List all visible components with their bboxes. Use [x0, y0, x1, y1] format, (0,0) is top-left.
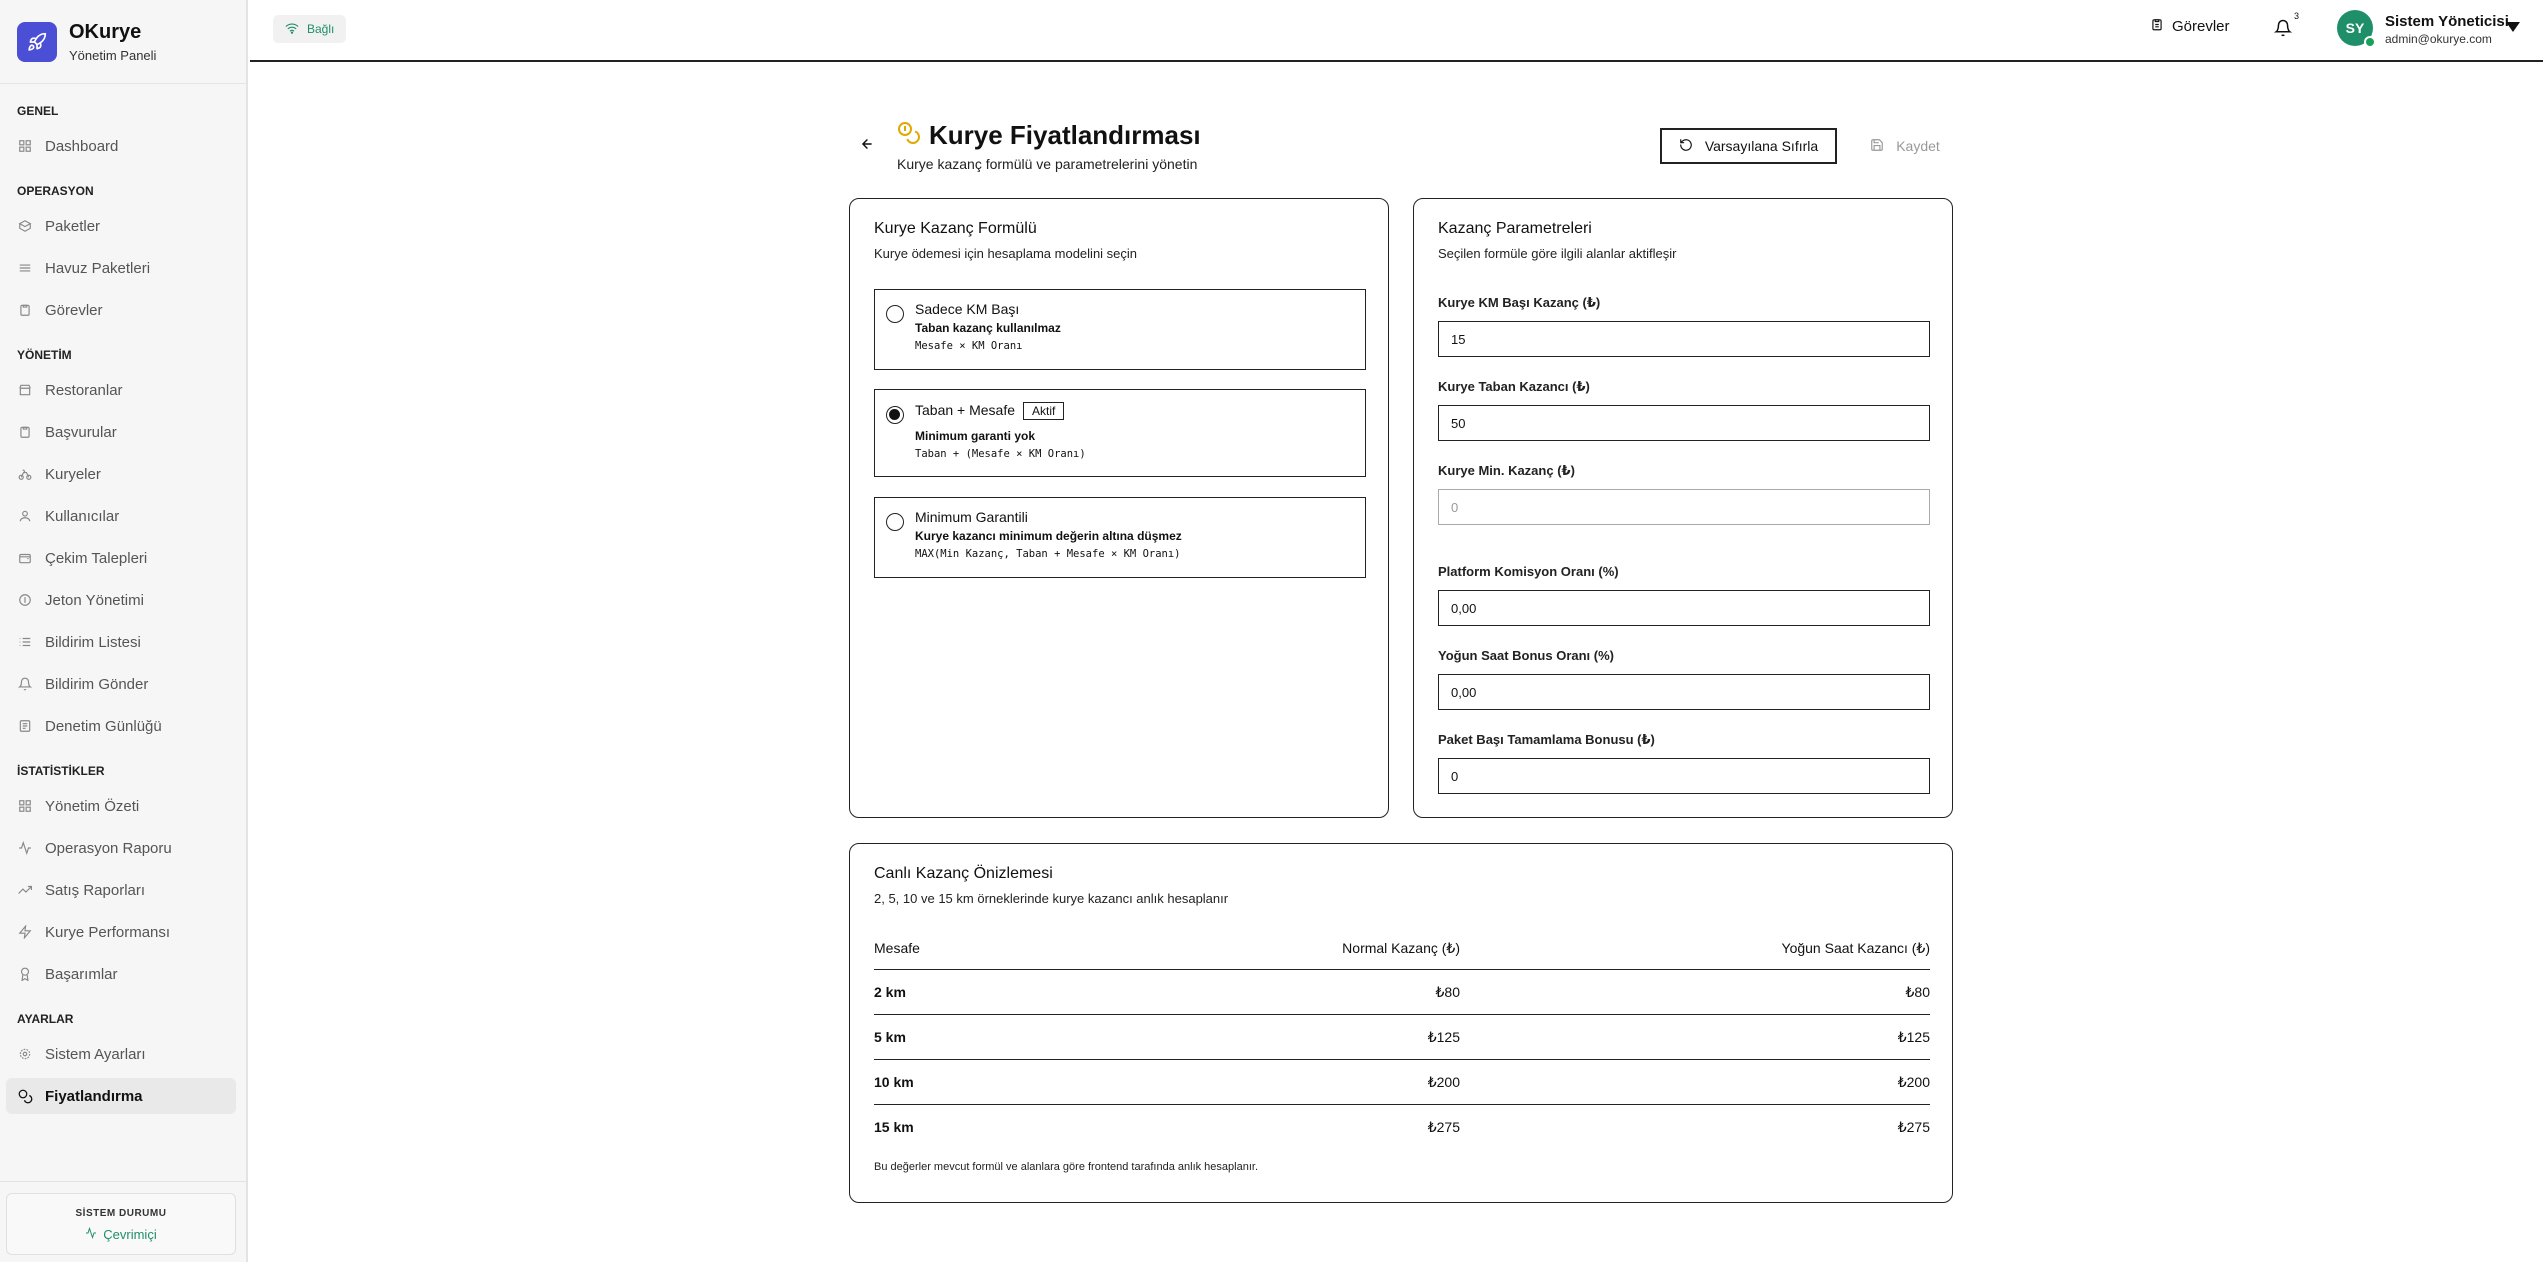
connection-badge — [273, 15, 346, 43]
grid-icon — [17, 798, 33, 814]
brand-subtitle: Yönetim Paneli — [69, 48, 157, 63]
system-status-title: SİSTEM DURUMU — [75, 1208, 167, 1219]
notification-count: 3 — [2294, 11, 2300, 21]
table-row — [874, 1060, 1930, 1105]
sidebar-item-label: Dashboard — [45, 137, 119, 155]
save-label: Kaydet — [1896, 138, 1940, 154]
clipboard-icon — [17, 302, 33, 318]
cell-distance: 5 km — [874, 1029, 906, 1045]
bike-icon — [17, 466, 33, 482]
cell-peak: ₺200 — [1897, 1074, 1930, 1090]
package-icon — [17, 218, 33, 234]
activity-icon — [85, 1227, 97, 1242]
tasks-label: Görevler — [2172, 18, 2230, 35]
commission-rate-input[interactable] — [1438, 590, 1930, 626]
formula-card — [849, 198, 1389, 818]
table-row — [874, 1105, 1930, 1150]
sidebar-item-label: Başarımlar — [45, 965, 118, 983]
save-button[interactable] — [1853, 128, 1957, 164]
radio-min-guarantee[interactable] — [886, 513, 904, 531]
completion-bonus-label: Paket Başı Tamamlama Bonusu (₺) — [1438, 732, 1655, 747]
user-email: admin@okurye.com — [2385, 32, 2492, 46]
zap-icon — [17, 924, 33, 940]
formula-option-min-guarantee[interactable] — [874, 497, 1366, 578]
sidebar-item-kurye-performansi[interactable] — [6, 914, 236, 950]
sidebar-item-denetim-gunlugu[interactable] — [6, 708, 236, 744]
sidebar-item-sistem-ayarlari[interactable] — [6, 1036, 236, 1072]
sidebar-item-label: Denetim Günlüğü — [45, 717, 162, 735]
cell-distance: 15 km — [874, 1119, 914, 1135]
sidebar-item-havuz-paketleri[interactable] — [6, 250, 236, 286]
km-rate-input[interactable] — [1438, 321, 1930, 357]
system-status-value: Çevrimiçi — [103, 1227, 157, 1242]
sidebar-item-satis-raporlari[interactable] — [6, 872, 236, 908]
option-formula: MAX(Min Kazanç, Taban + Mesafe × KM Oranı) — [915, 548, 1181, 560]
sidebar-item-basarimlar[interactable] — [6, 956, 236, 992]
sidebar-item-label: Restoranlar — [45, 381, 123, 399]
completion-bonus-input[interactable] — [1438, 758, 1930, 794]
option-title: Taban + Mesafe — [915, 402, 1016, 418]
sidebar-item-restoranlar[interactable] — [6, 372, 236, 408]
clipboard-icon — [17, 424, 33, 440]
min-earning-input[interactable] — [1438, 489, 1930, 525]
list-icon — [17, 634, 33, 650]
column-header-normal: Normal Kazanç (₺) — [1342, 940, 1460, 956]
option-formula: Mesafe × KM Oranı — [915, 340, 1023, 352]
option-formula: Taban + (Mesafe × KM Oranı) — [915, 448, 1086, 460]
column-header-distance: Mesafe — [874, 940, 920, 956]
table-header — [874, 940, 1930, 970]
save-icon — [1870, 138, 1884, 155]
sidebar — [0, 0, 248, 1262]
rotate-ccw-icon — [1679, 138, 1693, 155]
sidebar-item-label: Operasyon Raporu — [45, 839, 172, 857]
preview-note: Bu değerler mevcut formül ve alanlara göre frontend tarafında anlık hesaplanır. — [874, 1161, 1259, 1173]
formula-card-subtitle: Kurye ödemesi için hesaplama modelini seçin — [874, 246, 1138, 261]
wifi-icon — [285, 22, 299, 37]
page-title: Kurye Fiyatlandırması — [929, 120, 1201, 150]
topbar — [250, 0, 2543, 62]
cell-peak: ₺275 — [1897, 1119, 1930, 1135]
sidebar-item-label: Bildirim Listesi — [45, 633, 141, 651]
sidebar-divider — [0, 1181, 248, 1182]
coin-icon — [17, 592, 33, 608]
sidebar-item-label: Jeton Yönetimi — [45, 591, 144, 609]
commission-rate-label: Platform Komisyon Oranı (%) — [1438, 564, 1619, 579]
rocket-icon — [17, 22, 57, 62]
preview-card — [849, 843, 1953, 1203]
cell-normal: ₺200 — [1427, 1074, 1460, 1090]
user-name[interactable]: Sistem Yöneticisi — [2385, 13, 2509, 30]
sidebar-item-paketler[interactable] — [6, 208, 236, 244]
parameters-card-subtitle: Seçilen formüle göre ilgili alanlar aktifleşir — [1438, 246, 1677, 261]
sidebar-item-label: Görevler — [45, 301, 103, 319]
formula-option-km[interactable] — [874, 289, 1366, 370]
sidebar-item-label: Paketler — [45, 217, 101, 235]
sidebar-item-basvurular[interactable] — [6, 414, 236, 450]
cell-normal: ₺125 — [1427, 1029, 1460, 1045]
radio-km[interactable] — [886, 305, 904, 323]
preview-card-subtitle: 2, 5, 10 ve 15 km örneklerinde kurye kazancı anlık hesaplanır — [874, 891, 1229, 906]
parameters-card — [1413, 198, 1953, 818]
nav-group-yonetim: YÖNETİM — [17, 348, 72, 362]
sidebar-item-label: Sistem Ayarları — [45, 1045, 146, 1063]
sidebar-item-jeton-yonetimi[interactable] — [6, 582, 236, 618]
sidebar-item-label: Bildirim Gönder — [45, 675, 149, 693]
formula-option-base-distance[interactable] — [874, 389, 1366, 477]
base-earning-label: Kurye Taban Kazancı (₺) — [1438, 379, 1590, 394]
sidebar-item-kullanicilar[interactable] — [6, 498, 236, 534]
formula-card-title: Kurye Kazanç Formülü — [874, 220, 1037, 237]
radio-base-distance[interactable] — [886, 406, 904, 424]
option-title: Sadece KM Başı — [915, 301, 1020, 317]
gear-icon — [17, 1046, 33, 1062]
sidebar-item-yonetim-ozeti[interactable] — [6, 788, 236, 824]
user-icon — [17, 508, 33, 524]
system-status — [6, 1193, 236, 1255]
coins-icon — [17, 1088, 33, 1104]
sidebar-item-label: Çekim Talepleri — [45, 549, 148, 567]
brand[interactable] — [0, 0, 246, 84]
trending-icon — [17, 882, 33, 898]
km-rate-label: Kurye KM Başı Kazanç (₺) — [1438, 295, 1601, 310]
bell-icon — [17, 676, 33, 692]
cell-distance: 2 km — [874, 984, 906, 1000]
cell-distance: 10 km — [874, 1074, 914, 1090]
nav-group-ayarlar: AYARLAR — [17, 1012, 74, 1026]
sidebar-item-label: Satış Raporları — [45, 881, 146, 899]
sidebar-item-bildirim-listesi[interactable] — [6, 624, 236, 660]
cell-normal: ₺80 — [1435, 984, 1460, 1000]
sidebar-item-cekim-talepleri[interactable] — [6, 540, 236, 576]
table-row — [874, 1015, 1930, 1060]
layers-icon — [17, 260, 33, 276]
award-icon — [17, 966, 33, 982]
peak-bonus-label: Yoğun Saat Bonus Oranı (%) — [1438, 648, 1614, 663]
clipboard-icon — [2150, 17, 2164, 36]
option-desc: Taban kazanç kullanılmaz — [915, 321, 1061, 335]
caret-down-icon[interactable] — [2506, 22, 2520, 32]
grid-icon — [17, 138, 33, 154]
connection-label: Bağlı — [307, 22, 335, 36]
sidebar-item-operasyon-raporu[interactable] — [6, 830, 236, 866]
sidebar-item-dashboard[interactable] — [6, 128, 236, 164]
active-badge: Aktif — [1023, 402, 1064, 420]
online-indicator — [2364, 36, 2376, 48]
activity-icon — [17, 840, 33, 856]
avatar[interactable]: SY — [2337, 10, 2373, 46]
sidebar-item-label: Fiyatlandırma — [45, 1087, 143, 1105]
coins-icon — [897, 121, 921, 150]
sidebar-item-bildirim-gonder[interactable] — [6, 666, 236, 702]
brand-name: OKurye — [69, 21, 142, 43]
sidebar-item-gorevler[interactable] — [6, 292, 236, 328]
store-icon — [17, 382, 33, 398]
peak-bonus-input[interactable] — [1438, 674, 1930, 710]
sidebar-item-fiyatlandirma[interactable] — [6, 1078, 236, 1114]
option-title-row — [915, 402, 1064, 420]
nav-group-operasyon: OPERASYON — [17, 184, 94, 198]
column-header-peak: Yoğun Saat Kazancı (₺) — [1781, 940, 1930, 956]
tasks-button[interactable] — [2150, 17, 2230, 36]
sidebar-item-label: Yönetim Özeti — [45, 797, 140, 815]
wallet-icon — [17, 550, 33, 566]
parameters-card-title: Kazanç Parametreleri — [1438, 220, 1592, 237]
reset-defaults-label: Varsayılana Sıfırla — [1704, 138, 1819, 154]
table-row — [874, 970, 1930, 1015]
cell-normal: ₺275 — [1427, 1119, 1460, 1135]
page-subtitle: Kurye kazanç formülü ve parametrelerini yönetin — [897, 156, 1198, 172]
nav-group-istatistikler: İSTATİSTİKLER — [17, 764, 105, 778]
sidebar-item-label: Kullanıcılar — [45, 507, 120, 525]
sidebar-item-label: Kuryeler — [45, 465, 101, 483]
preview-card-title: Canlı Kazanç Önizlemesi — [874, 865, 1053, 882]
log-icon — [17, 718, 33, 734]
cell-peak: ₺80 — [1905, 984, 1930, 1000]
cell-peak: ₺125 — [1897, 1029, 1930, 1045]
sidebar-item-label: Kurye Performansı — [45, 923, 171, 941]
option-title: Minimum Garantili — [915, 509, 1028, 525]
option-desc: Kurye kazancı minimum değerin altına düşmez — [915, 529, 1182, 543]
reset-defaults-button[interactable] — [1660, 128, 1837, 164]
notifications-bell-icon[interactable] — [2274, 18, 2292, 43]
back-arrow-icon[interactable] — [860, 137, 874, 156]
min-earning-label: Kurye Min. Kazanç (₺) — [1438, 463, 1575, 478]
option-desc: Minimum garanti yok — [915, 429, 1036, 443]
sidebar-item-label: Havuz Paketleri — [45, 259, 151, 277]
nav-group-genel: GENEL — [17, 104, 59, 118]
sidebar-item-label: Başvurular — [45, 423, 117, 441]
sidebar-item-kuryeler[interactable] — [6, 456, 236, 492]
base-earning-input[interactable] — [1438, 405, 1930, 441]
